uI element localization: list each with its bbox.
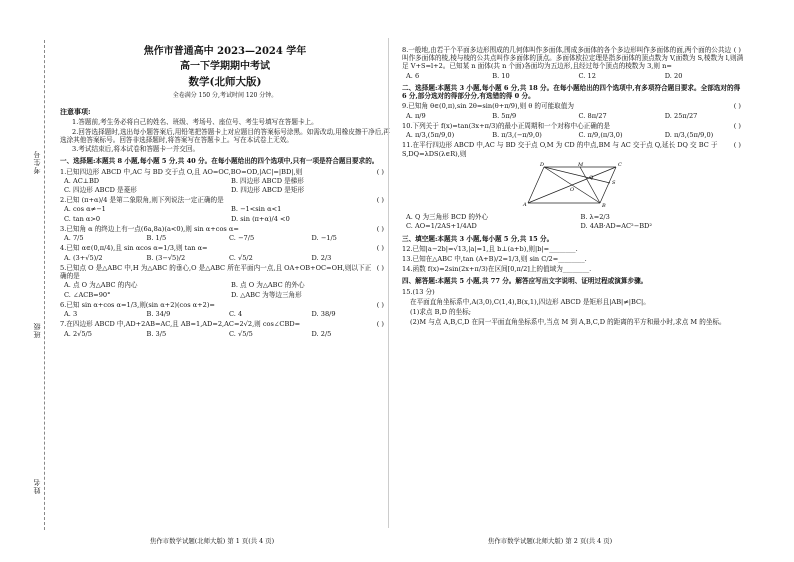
question-stem [402, 122, 747, 130]
section-2-heading: 二、选择题:本题共 3 小题,每小题 6 分,共 18 分。在每小题给出的四个选项中,有多项符合题目要求。全部选对的得 6 分,部分选对的得部分分,有选错的得 0 分。 [402, 83, 741, 101]
answer-option: D. π/3,(5π/9,0) [664, 131, 714, 140]
figure-label: D [540, 161, 545, 168]
figure-segment [544, 167, 600, 203]
exam-info: 全卷满分 150 分,考试时间 120 分钟。 [172, 92, 278, 100]
answer-option: C. 12 [578, 71, 596, 80]
figure-label: O [570, 186, 575, 193]
answer-option: B. λ=2/3 [580, 213, 610, 222]
exam-title-subject: 数学(北师大版) [188, 76, 262, 88]
question-text: 5.已知点 O 是△ABC 中,H 为△ABC 的垂心,O 是△ABC 所在平面内一点,且 OA+OB+OC=OH,则以下正确的是 [60, 263, 372, 281]
question-stem [60, 168, 390, 176]
answer-option: D. 2/5 [311, 329, 332, 338]
answer-option: B. (3−√5)/2 [146, 253, 186, 262]
question-text: 10.下列关于 f(x)=tan(3x+π/3)的最小正周期和一个对称中心正确的是 [402, 121, 611, 130]
multi-questions [402, 102, 747, 230]
answer-paren: ( ) [733, 46, 741, 54]
fill-question-14: 14.函数 f(x)=2sin(2x+π/3)在区间[0,π/2]上的值域为________. [402, 265, 592, 274]
answer-paren: ( ) [733, 121, 741, 130]
answer-option: C. ∠ACB=90° [64, 290, 111, 299]
answer-option: B. 3/5 [146, 329, 167, 338]
answer-option: B. π/3,(−π/9,0) [492, 131, 542, 140]
question-stem [60, 244, 390, 252]
options-group [402, 112, 747, 120]
answer-option: B. 1/5 [146, 234, 167, 243]
fill-question-13: 13.已知在△ABC 中,tan (A+B)/2=1/3,则 sin C/2=________. [402, 254, 587, 263]
answer-paren: ( ) [376, 300, 384, 309]
figure-label: C [618, 161, 622, 168]
answer-option: C. √5/2 [229, 253, 253, 262]
answer-option: A. cos α≠−1 [64, 205, 106, 214]
answer-option: A. 2√5/5 [64, 329, 92, 338]
answer-paren: ( ) [376, 196, 384, 205]
notice-item: 2.回答选择题时,选出每小题答案后,用铅笔把答题卡上对应题目的答案标号涂黑。如需改动,用橡皮擦干净后,再选涂其他答案标号。回答非选择题时,将答案写在答题卡上。写在本试卷上无效。 [60, 127, 390, 144]
right-questions [402, 46, 747, 80]
answer-option: B. 34/9 [146, 310, 171, 319]
options-group [60, 177, 390, 194]
answer-option: A. (3+√5)/2 [64, 253, 103, 262]
figure-label: S [612, 179, 616, 186]
notice-heading: 注意事项: [60, 106, 91, 116]
answer-option: A. π/3,(5π/9,0) [406, 131, 455, 140]
options-group [402, 213, 747, 230]
options-group [60, 310, 390, 318]
figure-label: Q [589, 174, 594, 181]
answer-option: A. π/9 [406, 111, 426, 120]
section-1-heading: 一、选择题:本题共 8 小题,每小题 5 分,共 40 分。在每小题给出的四个选项中,只有一项是符合题目要求的。 [60, 157, 379, 166]
question-stem [402, 46, 747, 71]
question-stem [60, 301, 390, 309]
parallelogram-figure [522, 161, 632, 209]
question-text: 4.已知 α∈(0,π/4),且 sin αcos α=1/3,则 tan α= [60, 244, 208, 253]
answer-option: C. tan α>0 [64, 214, 101, 223]
answer-option: C. 8π/27 [578, 111, 607, 120]
question-text: 8.一般地,由若干个平面多边形围成的几何体叫作多面体,围成多面体的各个多边形叫作多面体的面,两个面的公共边叫作多面体的棱,棱与棱的公共点叫作多面体的顶点。多面体欧拉定理是指多面体的顶点数为 V,面数为 S,棱数为 l,则满足 V+S=l+2。已知某 n 面体(共 n 个面)各面均为五边形,且经过每个顶点的棱数为 3,则 n= [402, 46, 744, 71]
figure-label: A [523, 201, 527, 208]
question-text: 11.在平行四边形 ABCD 中,AC 与 BD 交于点 O,M 为 CD 的中点,BM 与 AC 交于点 Q,延长 DQ 交 BC 于 S,DQ=λDS(λ∈R),则 [402, 141, 718, 158]
question-text: 7.在四边形 ABCD 中,AD+2AB=AC,且 AB=1,AD=2,AC=2√2,则 cos∠CBD= [60, 320, 301, 329]
answer-option: D. sin (π+α)/4 <0 [231, 214, 290, 223]
footer-page-1: 焦作市数学试题(北师大版) 第 1 页(共 4 页) [150, 537, 275, 545]
answer-option: D. 25π/27 [664, 111, 698, 120]
q15-title: 15.(13 分) [402, 287, 435, 296]
figure-segment [580, 167, 600, 203]
answer-option: D. −1/5 [311, 234, 337, 243]
answer-option: A. AC⊥BD [64, 176, 100, 185]
answer-option: C. 四边形 ABCD 是菱形 [64, 186, 137, 195]
answer-option: C. 4 [229, 310, 243, 319]
sidebar-label-name: 姓名 [33, 478, 41, 494]
answer-paren: ( ) [733, 141, 741, 150]
answer-option: A. 7/5 [64, 234, 84, 243]
options-group [60, 234, 390, 242]
notice-item: 3.考试结束后,将本试卷和答题卡一并交回。 [72, 145, 200, 154]
answer-option: C. π/9,(π/3,0) [578, 131, 623, 140]
answer-option: B. 5π/9 [492, 111, 517, 120]
answer-option: C. AO=1/2AS+1/4AD [406, 222, 477, 231]
section-3-heading: 三、填空题:本题共 3 小题,每小题 5 分,共 15 分。 [402, 234, 554, 243]
options-group [60, 281, 390, 298]
question-stem [402, 141, 747, 157]
answer-option: B. 点 O 为△ABC 的外心 [231, 281, 305, 290]
figure-label: M [578, 161, 584, 168]
binding-sidebar [0, 0, 50, 562]
answer-paren: ( ) [376, 320, 384, 329]
q15-line: (2)M 与点 A,B,C,D 在同一平面直角坐标系中,当点 M 到 A,B,C,D 的距离的平方和最小时,求点 M 的坐标。 [410, 318, 726, 327]
answer-option: B. 10 [492, 71, 510, 80]
exam-title-term: 高一下学期期中考试 [180, 60, 270, 72]
sidebar-label-student-id: 考生号 [33, 150, 41, 174]
answer-option: C. −7/5 [229, 234, 255, 243]
question-stem [402, 102, 747, 110]
question-text: 1.已知四边形 ABCD 中,AC 与 BD 交于点 O,且 AO=OC,BO=OD,|AC|=|BD|,则 [60, 167, 303, 176]
answer-option: D. 四边形 ABCD 是矩形 [231, 186, 305, 195]
answer-paren: ( ) [376, 224, 384, 233]
question-text: 2.已知 (π+α)/4 是第二象限角,则下列说法一定正确的是 [60, 196, 224, 205]
q15-line: 在平面直角坐标系中,A(3,0),C(1,4),B(x,1),四边形 ABCD 是矩形且|AB|≠|BC|。 [410, 297, 650, 306]
question-stem [60, 196, 390, 204]
answer-paren: ( ) [376, 263, 384, 272]
question-text: 3.已知角 α 的终边上有一点(6a,8a)(a<0),则 sin α+cos α= [60, 224, 239, 233]
figure-label: B [602, 202, 606, 209]
figure-segment [544, 167, 610, 183]
options-group [402, 131, 747, 139]
column-divider [388, 38, 389, 528]
answer-option: D. 4AB·AD=AC²−BD² [580, 222, 652, 231]
footer-page-2: 焦作市数学试题(北师大版) 第 2 页(共 4 页) [488, 537, 613, 545]
question-stem [60, 225, 390, 233]
options-group [60, 254, 390, 262]
question-stem [60, 264, 390, 280]
answer-option: A. 点 O 为△ABC 的内心 [64, 281, 138, 290]
answer-option: B. −1<sin α<1 [231, 205, 282, 214]
question-text: 6.已知 sin α+cos α=1/3,则(sin α+2)(cos α+2)= [60, 300, 215, 309]
answer-option: D. 38/9 [311, 310, 336, 319]
page-1-column [60, 46, 390, 338]
options-group [60, 205, 390, 222]
question-stem [60, 320, 390, 328]
exam-title-year: 焦作市普通高中 2023—2024 学年 [143, 46, 307, 57]
options-group [60, 330, 390, 338]
fill-question-12: 12.已知|a−2b|=√13,|a|=1,且 b⊥(a+b),则|b|=________. [402, 244, 578, 253]
left-questions [60, 168, 390, 338]
answer-option: A. 6 [406, 71, 420, 80]
binding-dashed-line [44, 40, 45, 530]
section-4-heading: 四、解答题:本题共 5 小题,共 77 分。解答应写出文字说明、证明过程或演算步骤。 [402, 277, 648, 286]
notice-item: 1.答题前,考生务必将自己的姓名、班级、考场号、座位号、考生号填写在答题卡上。 [72, 118, 318, 127]
answer-option: A. Q 为三角形 BCD 的外心 [406, 213, 489, 222]
options-group [402, 72, 747, 80]
sidebar-label-class: 班级 [33, 322, 41, 338]
answer-option: D. 2/3 [311, 253, 332, 262]
q15-line: (1)求点 B,D 的坐标; [410, 308, 471, 317]
notice-block [60, 108, 390, 154]
answer-paren: ( ) [376, 244, 384, 253]
question-text: 9.已知角 θ∈(0,π),sin 2θ=sin(θ+π/9),则 θ 的可能取值为 [402, 102, 574, 111]
answer-option: C. √5/5 [229, 329, 253, 338]
answer-option: D. △ABC 为等边三角形 [231, 290, 302, 299]
page-2-column [402, 44, 747, 328]
answer-option: A. 3 [64, 310, 78, 319]
answer-paren: ( ) [376, 167, 384, 176]
answer-paren: ( ) [733, 102, 741, 111]
answer-option: B. 四边形 ABCD 是梯形 [231, 176, 304, 185]
answer-option: D. 20 [664, 71, 683, 80]
